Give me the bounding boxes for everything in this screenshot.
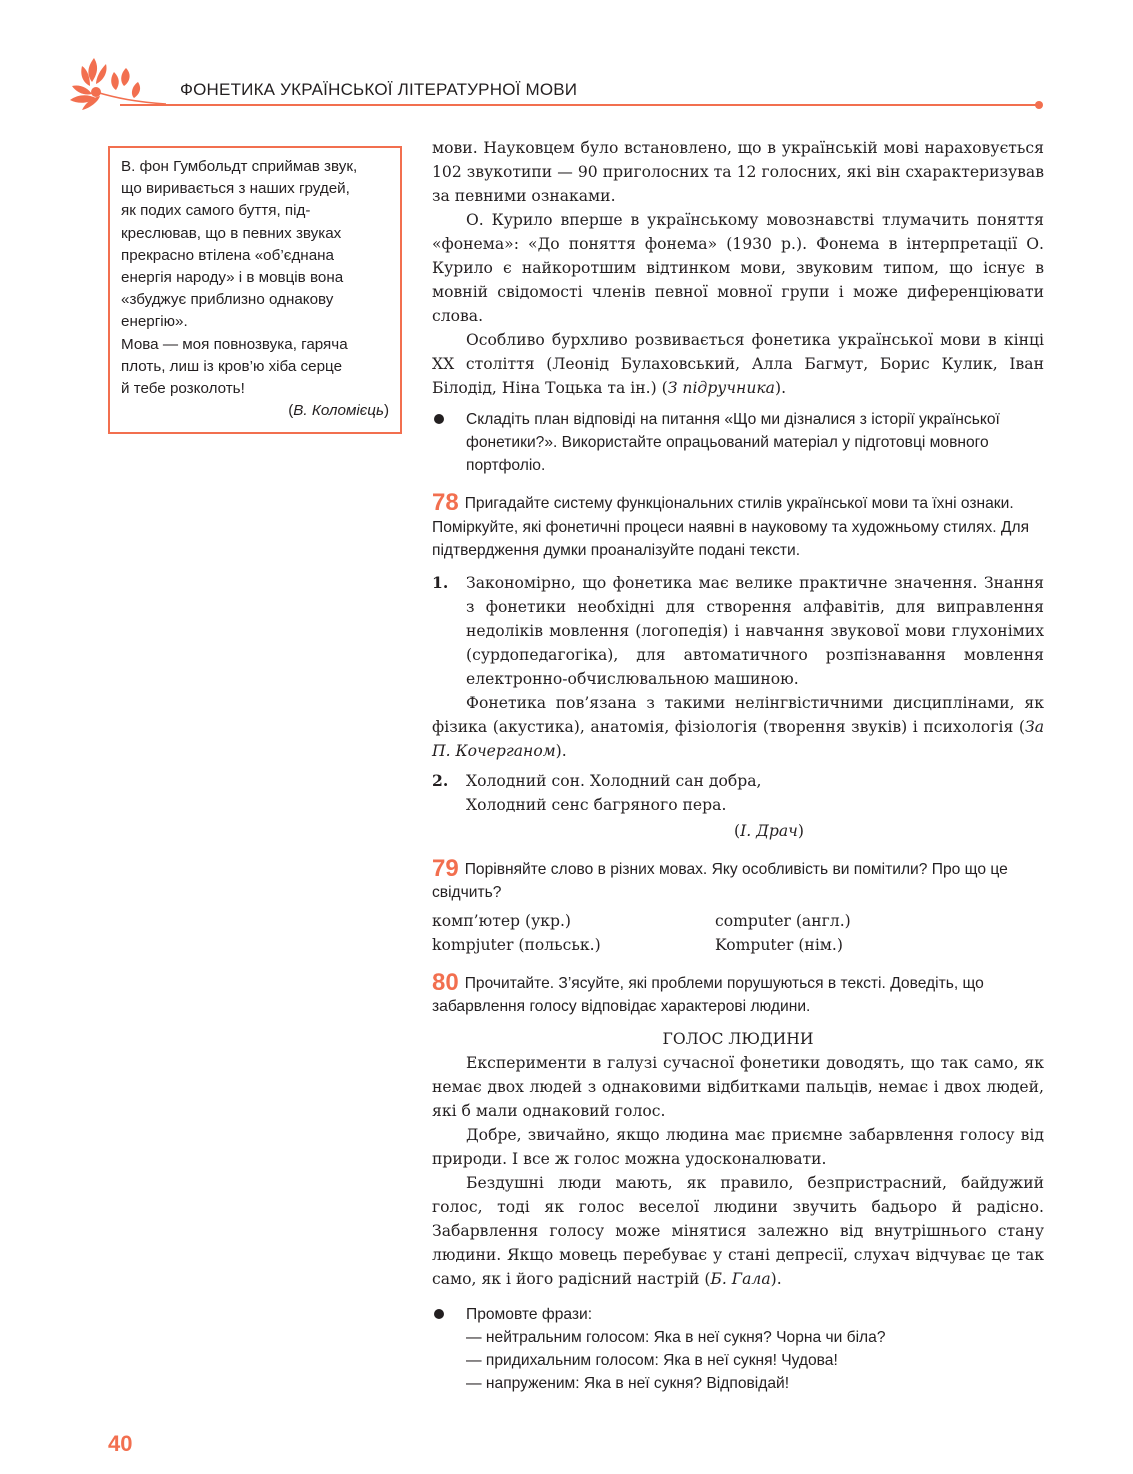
text-number: 1. [432, 572, 449, 592]
quote-line: як подих самого буття, під- [121, 202, 311, 220]
quote-line: й тебе розколоть! [121, 380, 245, 398]
poem-author: (І. Драч) [734, 821, 804, 840]
exercise-78-texts [432, 571, 1044, 843]
quote-author: (В. Коломієць) [288, 402, 389, 420]
intro-paragraph: мови. Науковцем було встановлено, що в українській мові нараховується 102 звукотипи — 90 приголосних та 12 голосних, які він схарактеризував за певними ознаками. [432, 139, 1044, 205]
quote-line: прекрасно втілена «об’єднана [121, 246, 334, 264]
bullet-dot-icon [434, 414, 444, 424]
phrase-item: — придихальним голосом: Яка в неї сукня! Чудова! [466, 1351, 838, 1369]
quote-line: Мова — моя повнозвука, гаряча [121, 335, 348, 353]
phrase-item: — напруженим: Яка в неї сукня? Відповідай! [466, 1374, 790, 1392]
exercise-number: 80 [432, 968, 459, 996]
text-heading: ГОЛОС ЛЮДИНИ [662, 1029, 814, 1048]
source-citation: З підручника [667, 379, 775, 397]
bullet-dot-icon [434, 1309, 444, 1319]
exercise-number: 79 [432, 854, 459, 882]
text-paragraph: Бездушні люди мають, як правило, безпристрасний, байдужий голос, тоді як голос веселої людини звучить бадьоро й радісно. Забарвлення голосу може мінятися залежно від внутрішнього стану людини. Якщо мовець перебуває у стані депресії, слухач відчуває це так само, як і його радісний настрій (Б. Гала). [432, 1173, 1044, 1288]
poem-line: Холодний сенс багряного пера. [466, 795, 727, 814]
source-citation: За П. Кочерганом [432, 717, 1044, 760]
phrase-item: — нейтральним голосом: Яка в неї сукня? Чорна чи біла? [466, 1328, 886, 1346]
intro-paragraph: Особливо бурхливо розвивається фонетика української мови в кінці XX століття (Леонід Булаховський, Алла Багмут, Борис Кулик, Іван Білодід, Ніна Тоцька та ін.) (З підручника). [432, 331, 1044, 397]
text-voice [432, 1027, 1044, 1291]
quote-line: плоть, лиш із кров’ю хіба серце [121, 357, 343, 375]
quote-line: що виривається з наших грудей, [121, 180, 350, 198]
text-paragraph: Фонетика пов’язана з такими нелінгвістичними дисциплінами, як фізика (акустика), анатомія, фізіологія (творення звуків) і психологія (За П. Кочерганом). [432, 693, 1044, 760]
flowers-icon [66, 52, 166, 116]
exercise-instruction: Порівняйте слово в різних мовах. Яку особливість ви помітили? Про що це свідчить? [432, 860, 1008, 901]
header-rule-dot [1035, 101, 1043, 109]
exercise-number: 78 [432, 489, 459, 516]
quote-line: «збуджує приблизно однакову [121, 291, 334, 309]
text-1 [432, 571, 1044, 691]
epigraph-box [108, 146, 402, 434]
running-header-title: ФОНЕТИКА УКРАЇНСЬКОЇ ЛІТЕРАТУРНОЇ МОВИ [180, 80, 578, 99]
text-paragraph: Експерименти в галузі сучасної фонетики доводять, що так само, як немає двох людей з однаковими відбитками пальців, немає і двох людей, які б мали однаковий голос. [432, 1053, 1044, 1120]
text-number: 2. [432, 770, 449, 790]
quote-line: енергія народу» і в мовців вона [121, 269, 344, 287]
quote-line: креслював, що в певних звуках [121, 224, 342, 242]
main-column [432, 136, 1044, 1395]
word-cell: комп’ютер (укр.) [432, 911, 572, 930]
text-2 [432, 769, 1044, 843]
word-row [432, 909, 1044, 933]
word-cell: computer (англ.) [715, 911, 851, 930]
word-comparison-table [432, 909, 1044, 957]
page-number: 40 [108, 1431, 133, 1456]
exercise-78 [432, 491, 1044, 563]
exercise-instruction: Прочитайте. З’ясуйте, які проблеми порушуються в тексті. Доведіть, що забарвлення голосу відповідає характерові людини. [432, 974, 984, 1015]
exercise-instruction: Пригадайте систему функціональних стилів української мови та їхні ознаки. Поміркуйте, які фонетичні процеси наявні в науковому та художньому стилях. Для підтвердження думки проаналізуйте подані тексти. [432, 495, 1030, 559]
quote-line: В. фон Гумбольдт сприймав звук, [121, 158, 358, 175]
word-row [432, 933, 1044, 957]
text-paragraph: Закономірно, що фонетика має велике практичне значення. Знання з фонетики необхідні для створення алфавітів, для виправлення недоліків мовлення (логопедія) і навчання звукової мови глухонімих (сурдопедагогіка), для автоматичного розпізнавання мовлення електронно-обчислювальною машиною. [466, 573, 1044, 688]
intro-paragraph: О. Курило вперше в українському мовознавстві тлумачить поняття «фонема»: «До поняття фонема» (1930 р.). Фонема в інтерпретації О. Курило є найкоротшим відтинком мови, звуковим типом, що існує в мовній свідомості членів певної мовної групи і може диференціювати слова. [432, 211, 1044, 325]
quote-line: енергію». [121, 313, 188, 331]
poem-line: Холодний сон. Холодний сан добра, [466, 771, 762, 790]
intro-text [432, 136, 1044, 400]
quote-author-name: В. Коломієць [293, 402, 384, 420]
word-cell: Komputer (нім.) [715, 935, 843, 954]
bullet-item: Складіть план відповіді на питання «Що ми дізналися з історії української фонетики?». Використайте опрацьований матеріал у підготовці мовного портфоліо. [432, 408, 1044, 477]
bullet-item: Промовте фрази: [432, 1303, 1044, 1326]
header-rule [120, 104, 1039, 106]
word-cell: kompjuter (польськ.) [432, 935, 601, 954]
source-citation: Б. Гала [710, 1269, 771, 1288]
exercise-80 [432, 968, 1044, 1019]
exercise-79 [432, 854, 1044, 905]
text-paragraph: Добре, звичайно, якщо людина має приємне забарвлення голосу від природи. І все ж голос можна удосконалювати. [432, 1125, 1044, 1168]
